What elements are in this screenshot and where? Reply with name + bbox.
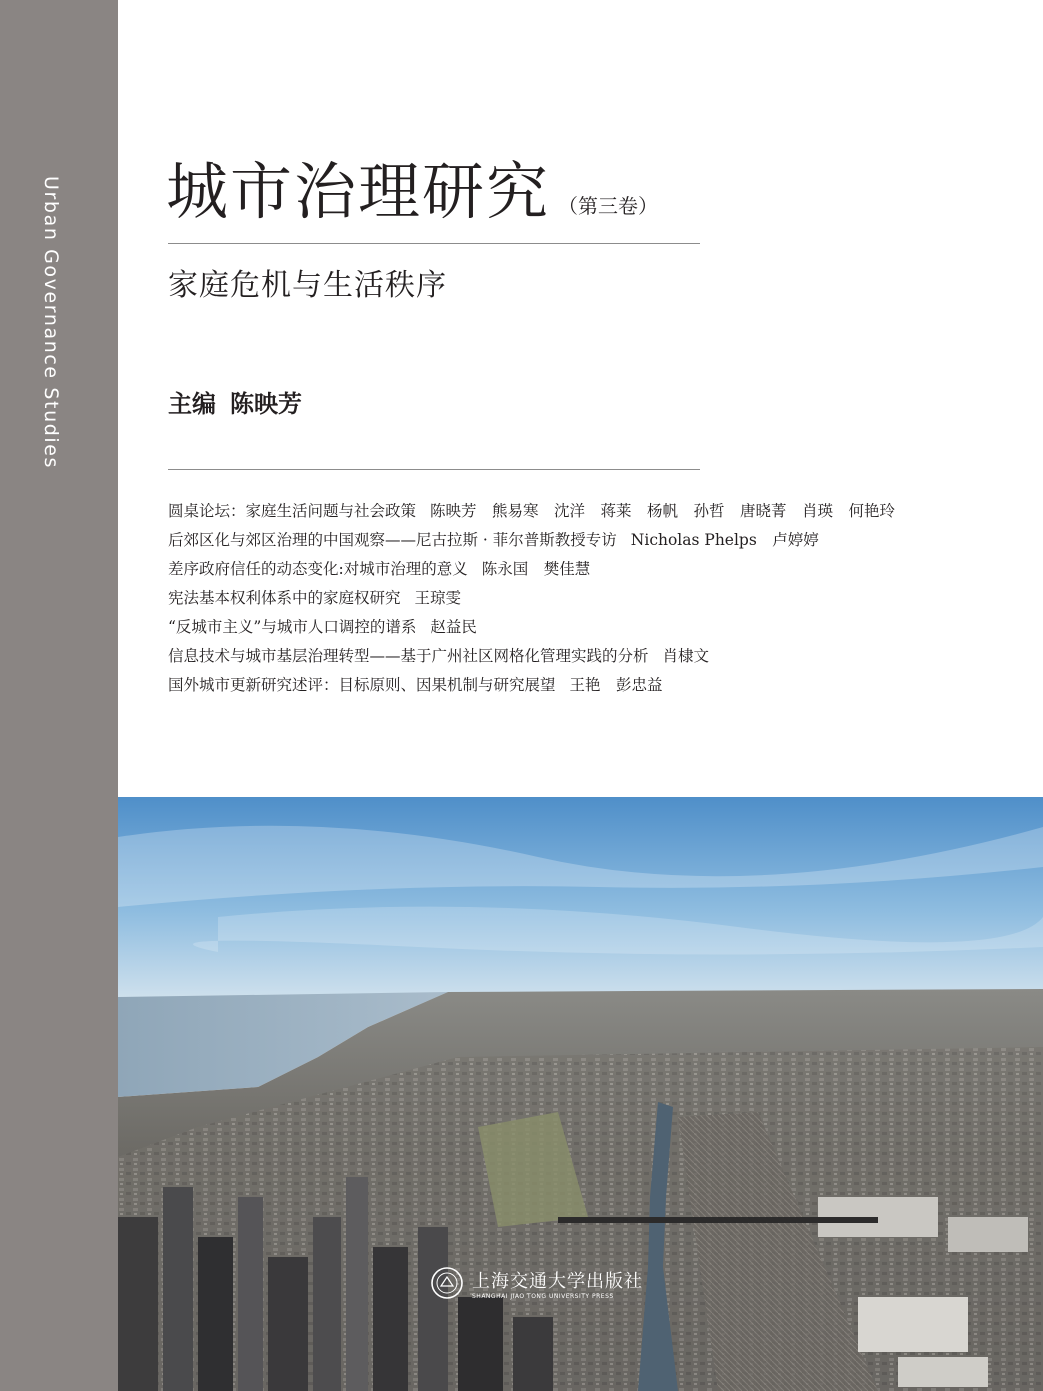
- publisher-emblem-icon: [430, 1266, 464, 1300]
- contents-list: [168, 497, 928, 700]
- contents-item: [168, 671, 928, 700]
- contents-item: [168, 555, 928, 584]
- article-title: “反城市主义”与城市人口调控的谱系: [168, 618, 417, 636]
- article-authors: 陈映芳 熊易寒 沈洋 蒋莱 杨帆 孙哲 唐晓菁 肖瑛 何艳玲: [430, 502, 896, 520]
- article-authors: Nicholas Phelps 卢婷婷: [630, 531, 819, 549]
- volume-label: （第三卷）: [558, 194, 659, 218]
- title-divider: [168, 243, 700, 244]
- publisher-english-name: SHANGHAI JIAO TONG UNIVERSITY PRESS: [472, 1292, 614, 1300]
- editor-line: [168, 384, 302, 419]
- contents-item: [168, 497, 928, 526]
- article-authors: 王艳 彭忠益: [569, 676, 663, 694]
- article-authors: 肖棣文: [662, 647, 710, 665]
- editor-label: 主编: [168, 389, 216, 418]
- editor-name: 陈映芳: [230, 389, 302, 418]
- spine-english-title: Urban Governance Studies: [40, 176, 62, 470]
- article-authors: 赵益民: [430, 618, 477, 636]
- article-authors: 陈永国 樊佳慧: [481, 560, 591, 578]
- contents-item: [168, 613, 928, 642]
- article-title: 圆桌论坛：家庭生活问题与社会政策: [168, 502, 417, 520]
- publisher-mark: [430, 1258, 643, 1308]
- book-title: 城市治理研究: [166, 155, 551, 228]
- spine-band: [0, 0, 118, 1391]
- article-title: 宪法基本权利体系中的家庭权研究: [168, 589, 401, 607]
- article-title: 信息技术与城市基层治理转型——基于广州社区网格化管理实践的分析: [168, 647, 649, 665]
- title-row: [166, 152, 658, 232]
- article-authors: 王琼雯: [414, 589, 462, 607]
- contents-item: [168, 584, 928, 613]
- contents-item: [168, 526, 928, 555]
- article-title: 国外城市更新研究述评：目标原则、因果机制与研究展望: [168, 676, 556, 694]
- contents-item: [168, 642, 928, 671]
- book-subtitle: 家庭危机与生活秩序: [168, 268, 447, 303]
- contents-divider: [168, 469, 700, 470]
- publisher-name: 上海交通大学出版社: [472, 1270, 643, 1292]
- article-title: 差序政府信任的动态变化:对城市治理的意义: [168, 560, 468, 578]
- article-title: 后郊区化与郊区治理的中国观察——尼古拉斯 · 菲尔普斯教授专访: [168, 531, 617, 549]
